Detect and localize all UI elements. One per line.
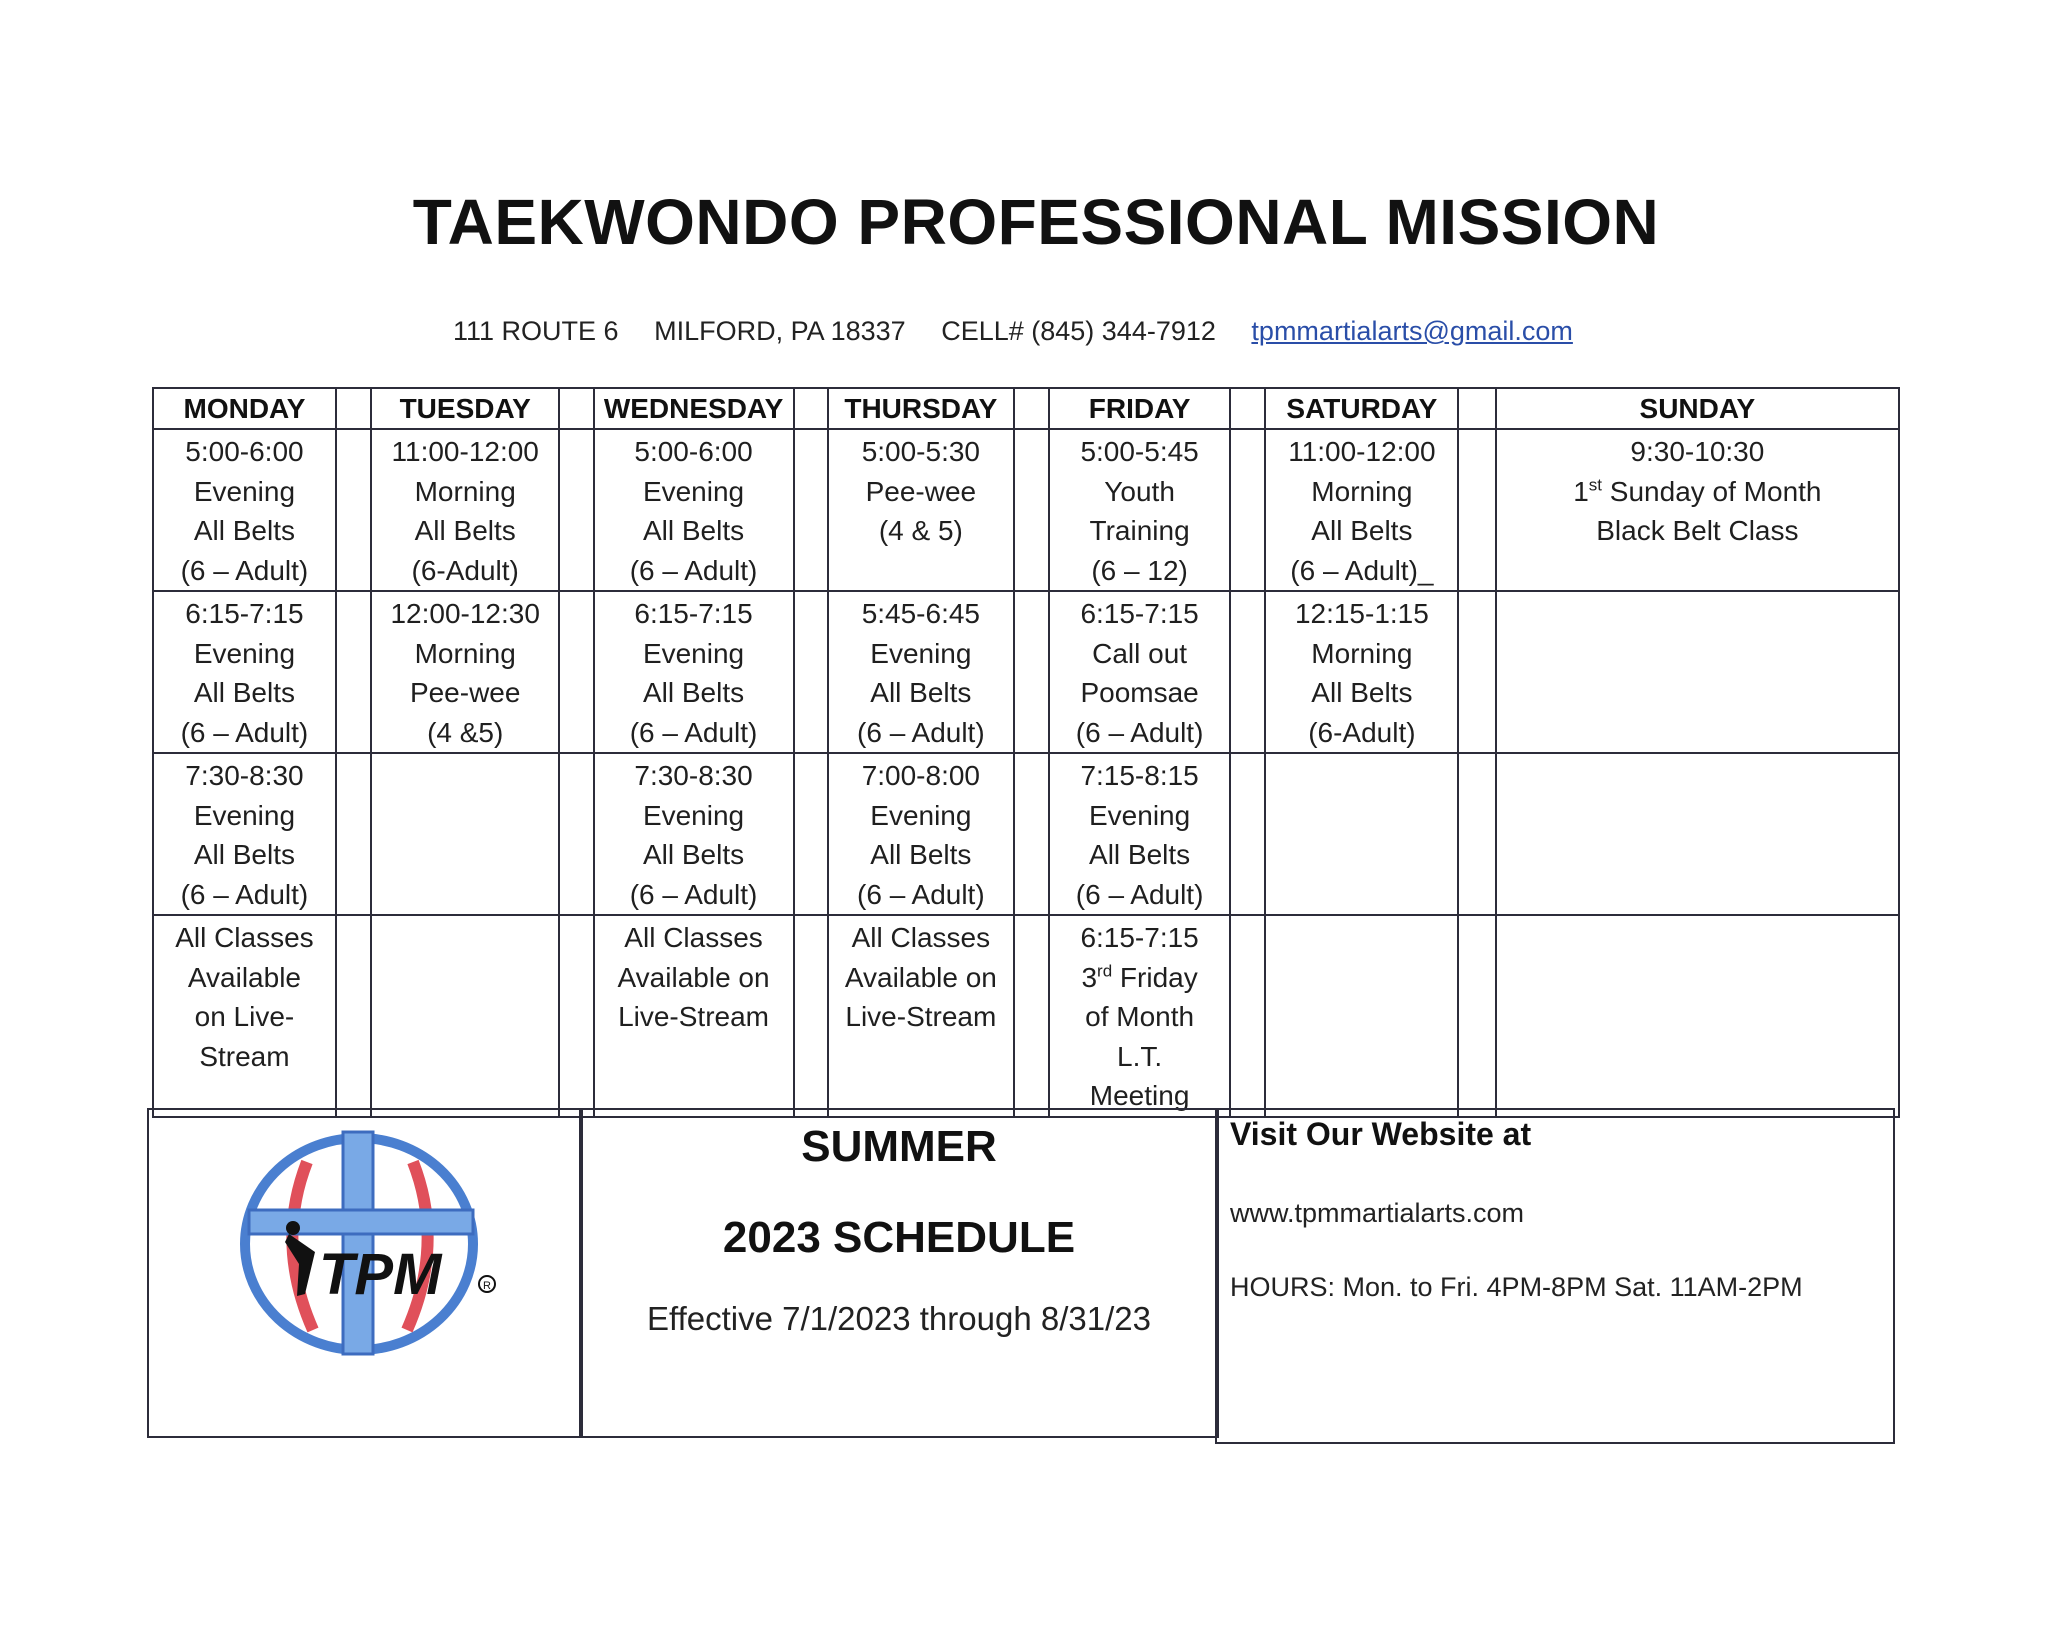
- class-slot-text: 5:00-6:00 Evening All Belts (6 – Adult): [629, 436, 758, 586]
- class-slot-text: 9:30-10:30 1st Sunday of Month Black Belt Class: [1573, 436, 1822, 546]
- class-slot-text: All Classes Available on Live-Stream: [844, 922, 997, 1032]
- class-slot-monday: [153, 429, 336, 591]
- class-slot-text: 5:45-6:45 Evening All Belts (6 – Adult): [857, 598, 985, 748]
- spacer-cell: [1458, 591, 1495, 753]
- website-url[interactable]: www.tpmmartialarts.com: [1230, 1198, 1525, 1228]
- class-slot-saturday: [1265, 429, 1458, 591]
- email-link[interactable]: tpmmartialarts@gmail.com: [1251, 316, 1573, 346]
- day-header-saturday: SATURDAY: [1265, 388, 1458, 429]
- class-slot-text: 11:00-12:00 Morning All Belts (6 – Adult)_: [1288, 436, 1436, 586]
- spacer-cell: [336, 753, 371, 915]
- spacer-cell: [1014, 753, 1049, 915]
- day-header-monday: MONDAY: [153, 388, 336, 429]
- spacer-cell: [1230, 429, 1265, 591]
- spacer-cell: [336, 915, 371, 1117]
- spacer-cell: [794, 429, 828, 591]
- day-header-sunday: SUNDAY: [1496, 388, 1899, 429]
- class-slot-text: [1497, 754, 1898, 756]
- spacer-cell: [1458, 753, 1495, 915]
- class-slot-thursday: [828, 429, 1014, 591]
- spacer-cell: [1230, 388, 1265, 429]
- schedule-row: [153, 429, 1899, 591]
- class-slot-sunday: [1496, 915, 1899, 1117]
- footer: [147, 1108, 1895, 1438]
- spacer-cell: [1230, 915, 1265, 1117]
- class-slot-wednesday: [594, 429, 794, 591]
- spacer-cell: [1230, 753, 1265, 915]
- spacer-cell: [336, 429, 371, 591]
- visit-label: Visit Our Website at: [1230, 1116, 1532, 1152]
- class-slot-monday: [153, 591, 336, 753]
- class-slot-thursday: [828, 591, 1014, 753]
- class-slot-text: All Classes Available on Live- Stream: [175, 922, 314, 1072]
- schedule-year-title: 2023 SCHEDULE: [722, 1213, 1076, 1262]
- day-header-wednesday: WEDNESDAY: [594, 388, 794, 429]
- spacer-cell: [794, 388, 828, 429]
- class-slot-text: [1497, 592, 1898, 594]
- logo-text: TPM: [319, 1242, 442, 1307]
- website-box: [1215, 1108, 1895, 1444]
- class-slot-friday: [1049, 753, 1230, 915]
- contact-line: [453, 316, 1573, 347]
- class-slot-text: [372, 916, 558, 918]
- spacer-cell: [559, 388, 593, 429]
- class-slot-text: 12:00-12:30 Morning Pee-wee (4 &5): [390, 598, 540, 748]
- day-header-friday: FRIDAY: [1049, 388, 1230, 429]
- class-slot-tuesday: [371, 753, 559, 915]
- class-slot-tuesday: [371, 915, 559, 1117]
- business-hours: HOURS: Mon. to Fri. 4PM-8PM Sat. 11AM-2PM: [1230, 1272, 1803, 1302]
- spacer-cell: [336, 388, 371, 429]
- spacer-cell: [559, 429, 593, 591]
- spacer-cell: [1458, 388, 1495, 429]
- class-slot-friday: [1049, 915, 1230, 1117]
- spacer-cell: [794, 591, 828, 753]
- schedule-row: [153, 915, 1899, 1117]
- spacer-cell: [1014, 388, 1049, 429]
- spacer-cell: [559, 915, 593, 1117]
- class-slot-text: 12:15-1:15 Morning All Belts (6-Adult): [1294, 598, 1429, 748]
- class-slot-text: 5:00-5:45 Youth Training (6 – 12): [1080, 436, 1199, 586]
- effective-dates: Effective 7/1/2023 through 8/31/23: [647, 1300, 1151, 1337]
- class-slot-text: All Classes Available on Live-Stream: [617, 922, 770, 1032]
- class-slot-friday: [1049, 429, 1230, 591]
- logo-cross-horizontal: [249, 1210, 473, 1234]
- day-header-thursday: THURSDAY: [828, 388, 1014, 429]
- class-slot-sunday: [1496, 753, 1899, 915]
- tpm-logo: [227, 1124, 507, 1364]
- spacer-cell: [559, 753, 593, 915]
- class-slot-saturday: [1265, 591, 1458, 753]
- day-header-tuesday: TUESDAY: [371, 388, 559, 429]
- class-slot-sunday: [1496, 429, 1899, 591]
- class-slot-sunday: [1496, 591, 1899, 753]
- class-slot-saturday: [1265, 915, 1458, 1117]
- class-slot-text: 6:15-7:15 Evening All Belts (6 – Adult): [629, 598, 758, 748]
- spacer-cell: [794, 915, 828, 1117]
- class-slot-text: 7:30-8:30 Evening All Belts (6 – Adult): [180, 760, 309, 910]
- class-slot-thursday: [828, 753, 1014, 915]
- class-slot-text: 5:00-5:30 Pee-wee (4 & 5): [861, 436, 981, 546]
- spacer-cell: [1014, 915, 1049, 1117]
- class-slot-text: [1266, 916, 1457, 918]
- day-header-row: [153, 388, 1899, 429]
- class-slot-thursday: [828, 915, 1014, 1117]
- logo-box: [147, 1108, 583, 1438]
- class-slot-wednesday: [594, 591, 794, 753]
- class-slot-text: 5:00-6:00 Evening All Belts (6 – Adult): [180, 436, 309, 586]
- schedule-info-box: [579, 1108, 1219, 1438]
- class-slot-saturday: [1265, 753, 1458, 915]
- class-slot-text: 7:00-8:00 Evening All Belts (6 – Adult): [857, 760, 985, 910]
- page-title: TAEKWONDO PROFESSIONAL MISSION: [412, 186, 1660, 258]
- season-title: SUMMER: [801, 1122, 997, 1171]
- class-slot-tuesday: [371, 591, 559, 753]
- svg-text:R: R: [483, 1280, 491, 1292]
- class-slot-text: [1266, 754, 1457, 756]
- class-slot-text: [372, 754, 558, 756]
- spacer-cell: [1458, 429, 1495, 591]
- spacer-cell: [1014, 429, 1049, 591]
- class-slot-text: 6:15-7:15 Evening All Belts (6 – Adult): [180, 598, 309, 748]
- class-slot-text: 6:15-7:15 Call out Poomsae (6 – Adult): [1075, 598, 1204, 748]
- class-slot-tuesday: [371, 429, 559, 591]
- spacer-cell: [336, 591, 371, 753]
- spacer-cell: [794, 753, 828, 915]
- class-slot-monday: [153, 915, 336, 1117]
- class-slot-text: [1497, 916, 1898, 918]
- class-slot-monday: [153, 753, 336, 915]
- spacer-cell: [559, 591, 593, 753]
- class-slot-wednesday: [594, 915, 794, 1117]
- spacer-cell: [1458, 915, 1495, 1117]
- schedule-row: [153, 753, 1899, 915]
- class-slot-text: 7:15-8:15 Evening All Belts (6 – Adult): [1075, 760, 1204, 910]
- city: MILFORD, PA 18337: [654, 316, 906, 346]
- class-slot-text: 6:15-7:15 3rd Friday of Month L.T. Meeting: [1080, 922, 1199, 1111]
- class-slot-text: 7:30-8:30 Evening All Belts (6 – Adult): [629, 760, 758, 910]
- spacer-cell: [1014, 591, 1049, 753]
- schedule-table: [152, 387, 1900, 1118]
- phone: CELL# (845) 344-7912: [941, 316, 1216, 346]
- class-slot-wednesday: [594, 753, 794, 915]
- class-slot-text: 11:00-12:00 Morning All Belts (6-Adult): [391, 436, 539, 586]
- spacer-cell: [1230, 591, 1265, 753]
- schedule-row: [153, 591, 1899, 753]
- address: 111 ROUTE 6: [453, 316, 619, 346]
- class-slot-friday: [1049, 591, 1230, 753]
